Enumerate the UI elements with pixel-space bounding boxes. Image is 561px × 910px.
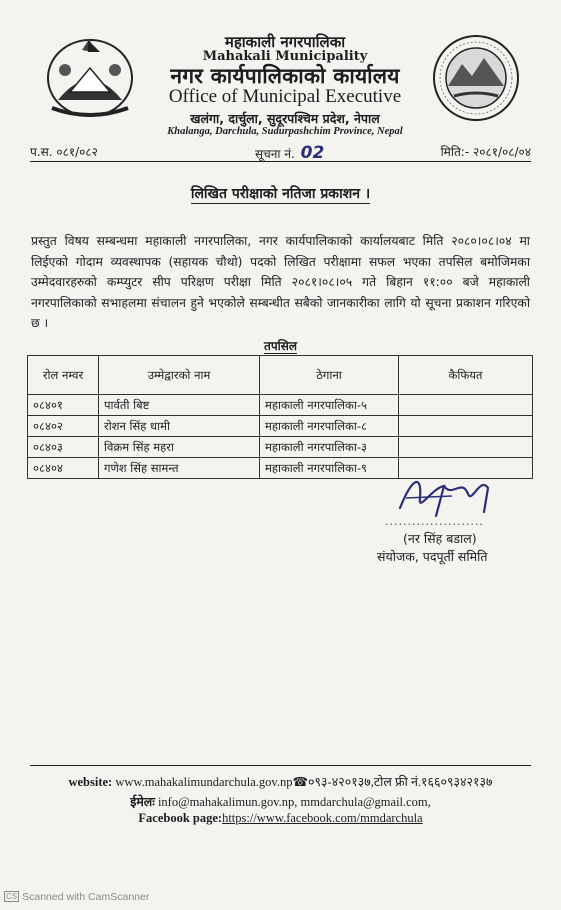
candidate-name-cell: पार्वती बिष्ट	[99, 395, 260, 416]
footer-divider	[30, 765, 531, 766]
office-name-en: Office of Municipal Executive	[168, 86, 402, 107]
facebook-label: Facebook page:	[138, 811, 223, 825]
scanner-watermark	[4, 891, 149, 903]
notice-heading-text: लिखित परीक्षाको नतिजा प्रकाशन ।	[190, 186, 371, 202]
footer-facebook-line	[0, 811, 561, 826]
results-table	[27, 355, 533, 479]
address-np: खलंगा, दार्चुला, सुदूरपश्चिम प्रदेश, नेपाल	[190, 111, 380, 126]
signatory-title: संयोजक, पदपूर्ती समिति	[377, 549, 488, 564]
roll-number-cell: ०८४०२	[28, 416, 99, 437]
notice-number-value: 02	[300, 143, 325, 163]
reference-line	[30, 141, 531, 163]
municipality-name-np: महाकाली नगरपालिका	[224, 33, 346, 51]
address-cell: महाकाली नगरपालिका-३	[260, 437, 399, 458]
table-header-row	[28, 356, 533, 395]
website-label: website:	[68, 775, 113, 789]
signatory-name: (नर सिंह बडाल)	[403, 531, 477, 546]
municipality-seal-icon	[432, 34, 520, 122]
header-address: ठेगाना	[260, 356, 399, 395]
address-en: Khalanga, Darchula, Sudurpashchim Province, Nepal	[167, 126, 403, 137]
remarks-cell	[399, 437, 533, 458]
signature-line: ......................	[385, 515, 484, 528]
notice-body: प्रस्तुत विषय सम्बन्धमा महाकाली नगरपालिका, नगर कार्यपालिकाको कार्यालयबाट मिति २०८०।०८।०४ मा लिईएको गोदाम व्यवस्थापक (सहायक चौथो) पदको लिखित परीक्षामा सफल भएका तपसिल बमोजिमका उम्मेदवारहरुको कम्प्युटर सीप परिक्षण परीक्षा मिति २०८१।०८।०५ गते बिहान ११:०० बजे महाकाली नगरपालिकाको सभाहलमा संचालन हुने भएकोले सम्बन्धीत सबैको जानकारीका लागि यो सूचना प्रकाशन गरिएको छ ।	[31, 234, 530, 330]
phone-number: ☎०९३-४२०१३७,टोल फ्री नं.१६६०९३४२१३७	[292, 775, 493, 789]
candidate-name-cell: विक्रम सिंह महरा	[99, 437, 260, 458]
table-row	[28, 437, 533, 458]
header-divider	[30, 161, 531, 162]
footer-website-line	[0, 773, 561, 790]
roll-number-cell: ०८४०३	[28, 437, 99, 458]
header-remarks: कैफियत	[399, 356, 533, 395]
address-cell: महाकाली नगरपालिका-५	[260, 395, 399, 416]
notice-number	[255, 143, 324, 163]
handwritten-signature	[392, 468, 502, 522]
candidate-name-cell: रोशन सिंह धामी	[99, 416, 260, 437]
office-name-np: नगर कार्यपालिकाको कार्यालय	[170, 64, 400, 88]
remarks-cell	[399, 416, 533, 437]
municipality-name-en: Mahakali Municipality	[202, 49, 368, 64]
address-cell: महाकाली नगरपालिका-९	[260, 458, 399, 479]
notice-number-label: सूचना नं.	[255, 147, 295, 161]
ps-number: प.स. ०८१/०८२	[30, 145, 98, 159]
table-row	[28, 395, 533, 416]
notice-date: मिति:- २०८१/०८/०४	[440, 145, 531, 159]
website-link[interactable]: www.mahakalimundarchula.gov.np	[115, 775, 293, 789]
email-addresses[interactable]: info@mahakalimun.gov.np, mmdarchula@gmail.com,	[157, 795, 431, 809]
header-roll-number: रोल नम्वर	[28, 356, 99, 395]
scanner-watermark-text: Scanned with CamScanner	[22, 891, 150, 903]
email-label: ईमेलः	[130, 795, 155, 809]
table-row	[28, 416, 533, 437]
nepal-emblem-icon	[40, 30, 140, 120]
header-candidate-name: उम्मेद्वारको नाम	[99, 356, 260, 395]
table-caption-text: तपसिल	[263, 339, 297, 353]
roll-number-cell: ०८४०४	[28, 458, 99, 479]
remarks-cell	[399, 395, 533, 416]
table-caption	[0, 337, 561, 354]
footer-email-line	[0, 793, 561, 810]
facebook-link[interactable]: https://www.facebook.com/mmdarchula	[222, 811, 423, 825]
notice-heading	[0, 184, 561, 203]
roll-number-cell: ०८४०१	[28, 395, 99, 416]
address-cell: महाकाली नगरपालिका-८	[260, 416, 399, 437]
camscanner-icon: CS	[6, 892, 18, 901]
candidate-name-cell: गणेश सिंह सामन्त	[99, 458, 260, 479]
